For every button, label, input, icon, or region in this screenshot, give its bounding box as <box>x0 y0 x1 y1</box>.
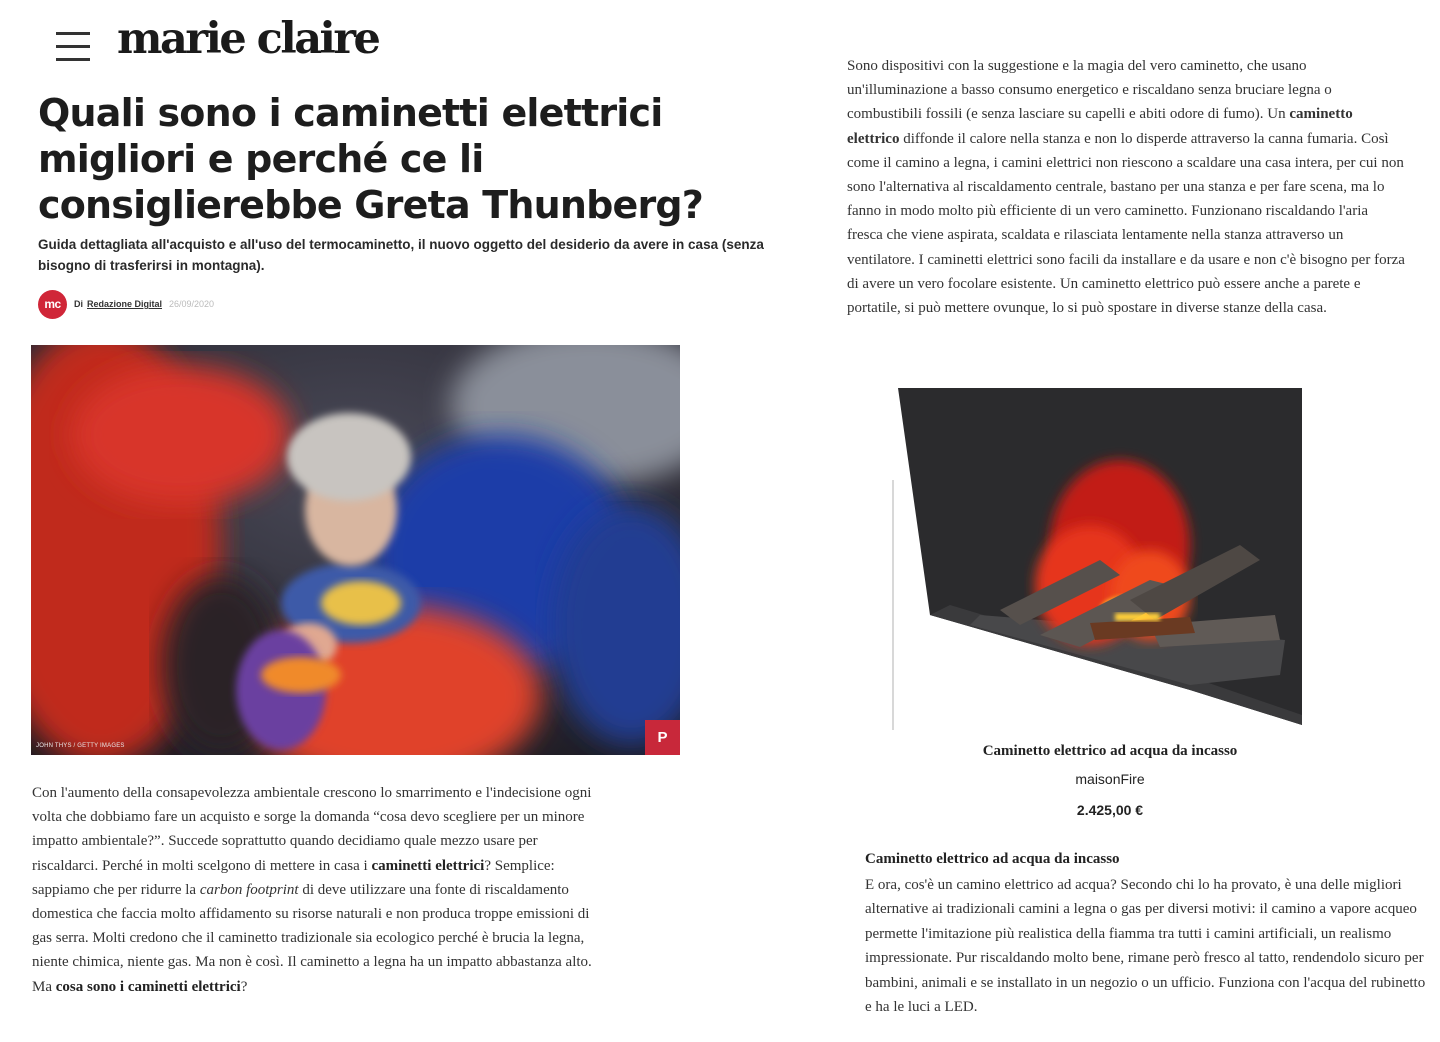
product-image[interactable] <box>890 385 1305 730</box>
product-name[interactable]: Caminetto elettrico ad acqua da incasso <box>982 743 1238 759</box>
author-link[interactable]: Redazione Digital <box>87 299 163 309</box>
section-paragraph: E ora, cos'è un camino elettrico ad acqua? Secondo chi lo ha provato, è una delle migliori alternative ai tradizionali camini a legna o gas per diversi motivi: il camino a vapore acqueo permette l'imitazione più realistica della fiamma tra tutti i camini artificiali, un realismo impressionate. Pur riscaldando molto bene, rimane però fresco al tatto, rendendolo sicuro per bambini, animali e se installato in un negozio o un ufficio. Funziona con l'acqua del rubinetto e ha le luci a LED. <box>865 877 1426 1016</box>
site-logo[interactable]: marie claire <box>117 14 379 64</box>
byline-prefix: Di <box>74 299 83 309</box>
fireplace-illustration <box>890 385 1305 730</box>
intro-paragraph: Con l'aumento della consapevolezza ambientale crescono lo smarrimento e l'indecisione ogni volta che dobbiamo fare un acquisto e sorge la domanda “cosa devo scegliere per un minore impatto ambientale?”. Succede soprattutto quando decidiamo quale mezzo usare per riscaldarci. Perché in molti scelgono di mettere in casa i caminetti elettrici? Semplice: sappiamo che per ridurre la carbon footprint di deve utilizzare una fonte di riscaldamento domestica che faccia molto affidamento su risorse naturali e non produca troppe emissioni di gas serra. Molti credono che il caminetto tradizionale sia ecologico perché è brucia la legna, niente chimica, niente gas. Ma non è così. Il caminetto a legna ha un impatto abbastanza alto. Ma cosa sono i caminetti elettrici? <box>32 785 592 995</box>
hero-image <box>31 345 680 755</box>
product-brand: maisonFire <box>1075 771 1145 787</box>
article-title: Quali sono i caminetti elettrici migliori e perché ce li consiglierebbe Greta Thunberg? <box>38 91 704 227</box>
hero-photo-illustration <box>31 345 680 755</box>
photo-credit: JOHN THYS / GETTY IMAGES <box>36 743 125 749</box>
publish-date: 26/09/2020 <box>169 299 215 309</box>
section-heading: Caminetto elettrico ad acqua da incasso <box>865 851 1120 867</box>
hamburger-menu-icon[interactable] <box>56 30 92 64</box>
author-avatar: mc <box>38 290 67 319</box>
description-paragraph: Sono dispositivi con la suggestione e la magia del vero caminetto, che usano un'illuminazione a basso consumo energetico e riscaldano senza bruciare legna o combustibili fossili (e senza lasciare su capelli e abiti odore di fumo). Un caminetto elettrico diffonde il calore nella stanza e non lo disperde attraverso la canna fumaria. Così come il camino a legna, i camini elettrici non riescono a scaldare una casa intera, per cui non sono l'alternativa al riscaldamento centrale, bastano per una stanza e per fare scena, ma lo fanno in modo molto più efficiente di un vero caminetto. Funzionano riscaldando l'aria fresca che viene aspirata, scaldata e rilasciata lentamente nella stanza attraverso un ventilatore. I caminetti elettrici sono facili da installare e da usare e non c'è bisogno per forza di avere un vero focolare esistente. Un caminetto elettrico può essere anche a parete e portatile, si può mettere ovunque, lo si può spostare in diverse stanze della casa. <box>847 58 1405 317</box>
byline <box>38 289 214 319</box>
article-subtitle: Guida dettagliata all'acquisto e all'uso del termocaminetto, il nuovo oggetto del desiderio da avere in casa (senza bisogno di trasferirsi in montagna). <box>38 237 764 273</box>
product-price: 2.425,00 € <box>1076 802 1144 818</box>
pinterest-icon[interactable]: P <box>645 720 680 755</box>
